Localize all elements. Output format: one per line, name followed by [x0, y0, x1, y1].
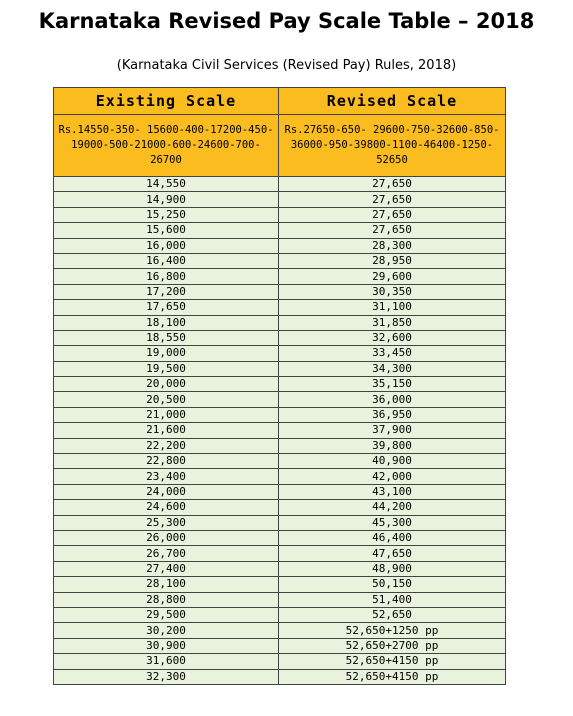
- pay-scale-table: [53, 87, 506, 685]
- table-row: [54, 346, 506, 361]
- header-existing-scale: Existing Scale: [54, 88, 279, 115]
- revised-pay-cell: 32,600: [279, 330, 506, 345]
- table-row: [54, 500, 506, 515]
- page-title: Karnataka Revised Pay Scale Table – 2018: [38, 9, 535, 33]
- table-row: [54, 238, 506, 253]
- revised-pay-cell: 46,400: [279, 530, 506, 545]
- existing-pay-cell: 25,300: [54, 515, 279, 530]
- existing-pay-cell: 19,500: [54, 361, 279, 376]
- revised-pay-cell: 52,650+4150 pp: [279, 669, 506, 684]
- revised-pay-cell: 27,650: [279, 192, 506, 207]
- revised-pay-cell: 28,300: [279, 238, 506, 253]
- table-row: [54, 300, 506, 315]
- existing-pay-cell: 20,000: [54, 377, 279, 392]
- table-row: [54, 177, 506, 192]
- revised-pay-cell: 27,650: [279, 177, 506, 192]
- existing-pay-cell: 17,200: [54, 284, 279, 299]
- revised-pay-cell: 33,450: [279, 346, 506, 361]
- existing-pay-cell: 31,600: [54, 654, 279, 669]
- table-row: [54, 438, 506, 453]
- table-row: [54, 669, 506, 684]
- revised-pay-cell: 29,600: [279, 269, 506, 284]
- existing-pay-cell: 19,000: [54, 346, 279, 361]
- revised-pay-cell: 47,650: [279, 546, 506, 561]
- existing-pay-cell: 26,700: [54, 546, 279, 561]
- existing-pay-cell: 32,300: [54, 669, 279, 684]
- revised-pay-cell: 39,800: [279, 438, 506, 453]
- existing-pay-cell: 18,550: [54, 330, 279, 345]
- revised-pay-cell: 34,300: [279, 361, 506, 376]
- existing-scale-range: Rs.14550-350- 15600-400-17200-450-19000-500-21000-600-24600-700-26700: [54, 115, 279, 177]
- revised-pay-cell: 44,200: [279, 500, 506, 515]
- existing-pay-cell: 20,500: [54, 392, 279, 407]
- revised-pay-cell: 27,650: [279, 223, 506, 238]
- table-row: [54, 638, 506, 653]
- existing-pay-cell: 18,100: [54, 315, 279, 330]
- table-row: [54, 207, 506, 222]
- table-row: [54, 484, 506, 499]
- table-row: [54, 253, 506, 268]
- existing-pay-cell: 24,000: [54, 484, 279, 499]
- revised-pay-cell: 45,300: [279, 515, 506, 530]
- header-revised-scale: Revised Scale: [279, 88, 506, 115]
- existing-pay-cell: 14,550: [54, 177, 279, 192]
- revised-pay-cell: 37,900: [279, 423, 506, 438]
- revised-pay-cell: 42,000: [279, 469, 506, 484]
- existing-pay-cell: 16,800: [54, 269, 279, 284]
- existing-pay-cell: 27,400: [54, 561, 279, 576]
- table-row: [54, 654, 506, 669]
- revised-pay-cell: 43,100: [279, 484, 506, 499]
- revised-pay-cell: 52,650+2700 pp: [279, 638, 506, 653]
- table-row: [54, 623, 506, 638]
- table-row: [54, 269, 506, 284]
- revised-pay-cell: 28,950: [279, 253, 506, 268]
- existing-pay-cell: 26,000: [54, 530, 279, 545]
- existing-pay-cell: 30,900: [54, 638, 279, 653]
- table-row: [54, 561, 506, 576]
- table-row: [54, 530, 506, 545]
- existing-pay-cell: 15,250: [54, 207, 279, 222]
- existing-pay-cell: 28,800: [54, 592, 279, 607]
- table-row: [54, 330, 506, 345]
- revised-pay-cell: 30,350: [279, 284, 506, 299]
- table-row: [54, 423, 506, 438]
- existing-pay-cell: 22,200: [54, 438, 279, 453]
- table-row: [54, 284, 506, 299]
- revised-pay-cell: 27,650: [279, 207, 506, 222]
- revised-pay-cell: 36,950: [279, 407, 506, 422]
- revised-pay-cell: 48,900: [279, 561, 506, 576]
- existing-pay-cell: 30,200: [54, 623, 279, 638]
- table-row: [54, 546, 506, 561]
- existing-pay-cell: 29,500: [54, 607, 279, 622]
- table-row: [54, 315, 506, 330]
- revised-pay-cell: 50,150: [279, 577, 506, 592]
- existing-pay-cell: 28,100: [54, 577, 279, 592]
- existing-pay-cell: 16,400: [54, 253, 279, 268]
- revised-pay-cell: 51,400: [279, 592, 506, 607]
- existing-pay-cell: 17,650: [54, 300, 279, 315]
- existing-pay-cell: 23,400: [54, 469, 279, 484]
- revised-pay-cell: 40,900: [279, 454, 506, 469]
- table-row: [54, 454, 506, 469]
- existing-pay-cell: 22,800: [54, 454, 279, 469]
- table-row: [54, 607, 506, 622]
- table-row: [54, 223, 506, 238]
- table-row: [54, 192, 506, 207]
- existing-pay-cell: 24,600: [54, 500, 279, 515]
- revised-pay-cell: 35,150: [279, 377, 506, 392]
- table-row: [54, 592, 506, 607]
- table-row: [54, 377, 506, 392]
- table-row: [54, 392, 506, 407]
- revised-scale-range: Rs.27650-650- 29600-750-32600-850-36000-950-39800-1100-46400-1250-52650: [279, 115, 506, 177]
- revised-pay-cell: 52,650+4150 pp: [279, 654, 506, 669]
- table-row: [54, 407, 506, 422]
- existing-pay-cell: 14,900: [54, 192, 279, 207]
- revised-pay-cell: 52,650: [279, 607, 506, 622]
- existing-pay-cell: 21,600: [54, 423, 279, 438]
- page-subtitle: (Karnataka Civil Services (Revised Pay) Rules, 2018): [116, 58, 457, 73]
- existing-pay-cell: 16,000: [54, 238, 279, 253]
- revised-pay-cell: 36,000: [279, 392, 506, 407]
- existing-pay-cell: 21,000: [54, 407, 279, 422]
- revised-pay-cell: 52,650+1250 pp: [279, 623, 506, 638]
- revised-pay-cell: 31,850: [279, 315, 506, 330]
- existing-pay-cell: 15,600: [54, 223, 279, 238]
- table-row: [54, 515, 506, 530]
- table-row: [54, 577, 506, 592]
- revised-pay-cell: 31,100: [279, 300, 506, 315]
- table-row: [54, 469, 506, 484]
- table-row: [54, 361, 506, 376]
